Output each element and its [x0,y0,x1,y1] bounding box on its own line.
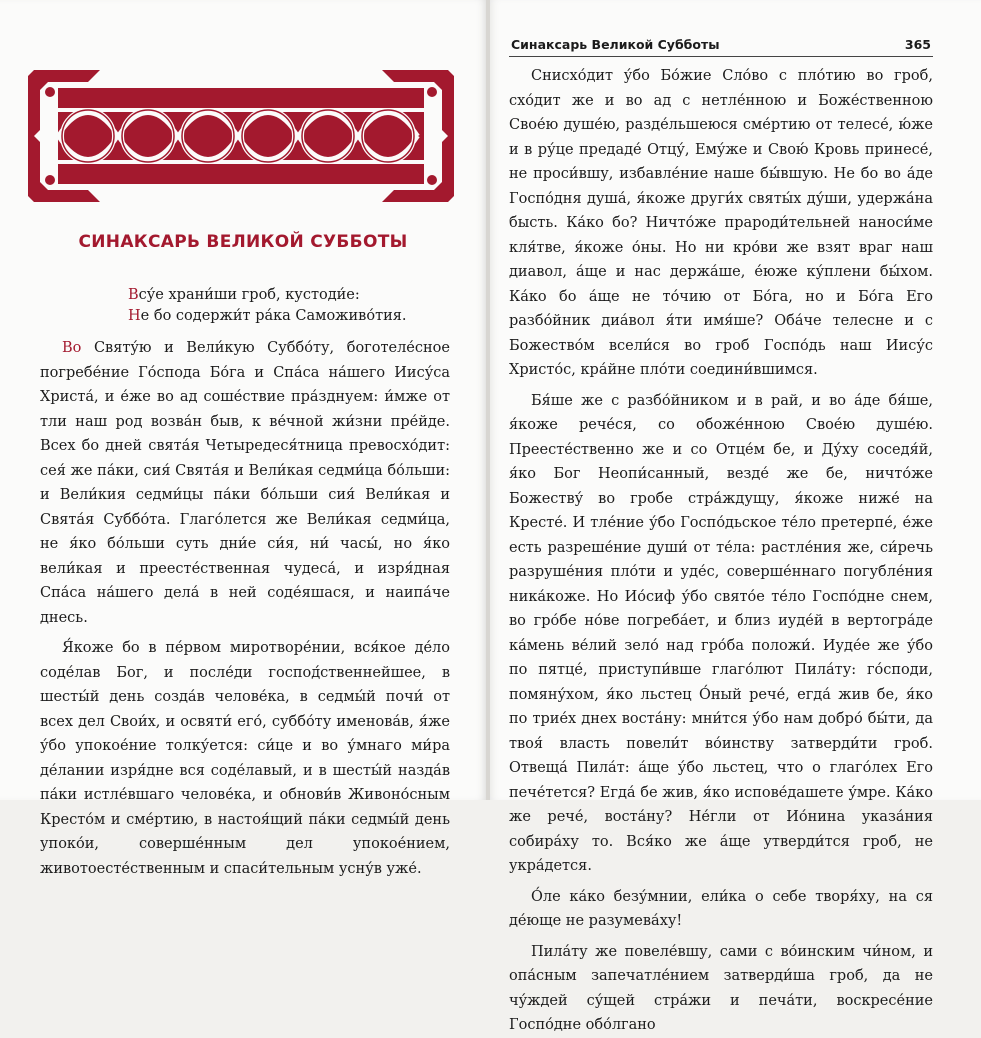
running-head-title: Синаксарь Великой Субботы [511,37,720,52]
paragraph: Снисхо́дит у́бо Бо́жие Сло́во с пло́тию во гроб, схо́дит же и во ад с нетле́нною и Боже́ственною Свое́ю душе́ю, разде́льшеюся сме́ртию от телесе́, ю́же и в ру́це предаде́ Отцу́, Ему́же и Свою́ Кровь принесе́, не проси́вшу, избавле́ние наше бы́вшую. Не бо во а́де Госпо́дня душа́, я́коже други́х святы́х ду́ши, удержа́на бысть. Ка́ко бо? Ничто́же прароди́тельней наноси́ме кля́тве, я́коже о́ны. Но ни кро́ви же взят враг наш диавол, а́ще и нас держа́ше, е́юже ку́плени бы́хом. Ка́ко бо а́ще не то́чию от Бо́га, но и Бо́га Его разбо́йник диа́вол я́ти имя́ше? Оба́че телесне и с Божество́м всели́ся во гроб Госпо́дь наш Иису́с Христо́с, кра́йне пло́ти соедини́вшимся. [509,68,933,378]
left-column-text [40,336,450,881]
page-number: 365 [904,37,931,52]
verse-initial: Н [128,308,141,324]
verse-text: е бо содержи́т ра́ка Саможиво́тия. [140,308,407,324]
verse-text: су́е храни́ши гроб, кустоди́е: [138,287,360,303]
paragraph [40,336,450,630]
verse-line [128,306,407,327]
paragraph: Бя́ше же с разбо́йником и в рай, и во а́де бя́ше, я́коже рече́ся, со обоже́нною Свое́ю душе́ю. Преесте́ственно же и со Отце́м бе, и Ду́ху соседя́й, я́ко Бог Неопи́санный, везде́ же бе, ничто́же Божеству́ во гробе стра́ждущу, я́коже ниже́ на Кресте́. И тле́ние у́бо Госпо́дьское те́ло претерпе́, е́же есть разреше́ние души́ от те́ла: растле́ния же, си́речь разруше́ния пло́ти и уде́с, соверше́ннаго погубле́ния ника́коже. Но Ио́сиф у́бо свято́е те́ло Госпо́дне снем, во гро́бе но́ве погреба́ет, и близ иуде́й в вертогра́де ка́мень ве́лий зело́ над гро́ба положи́. Иуде́е же у́бо по пятце́, приступи́вше глаго́лют Пила́ту: го́споди, помяну́хом, я́ко льстец О́ный рече́, егда́ жив бе, я́ко по трие́х днех воста́ну: мни́тся у́бо нам добро́ бы́ти, да твоя́ власть повели́т во́инству затверди́ти гроб. Отвеща́ Пила́т: а́ще у́бо льстец, что о глаго́лех Его пече́тется? Егда́ бе жив, я́ко испове́дашете у́мре. Ка́ко же рече́, воста́ну? Не́гли от Ио́нина указа́ния собира́ху то. Вся́ко же а́ще утверди́тся гроб, не укра́дется. [509,392,933,874]
paragraph: Я́коже бо в пе́рвом миротворе́нии, вся́кое де́ло соде́лав Бог, и после́ди господ́ственнейшее, в шесты́й день созда́в челове́ка, в седмы́й почи́ от всех дел Свои́х, и освяти́ его́, суббо́ту именова́в, я́же у́бо упокое́ние толку́ется: си́це и во у́мнаго ми́ра де́лании изря́дне вся соде́лавый, и в шесты́й назда́в па́ки истле́вшаго челове́ка, и обнови́в Живоно́сным Кресто́м и сме́ртию, в настоя́щий па́ки седмы́й день упоко́и, соверше́нным дел упокое́нием, животоесте́ственным и спаси́тельным усну́в уже́. [40,640,450,877]
verse-line [128,285,407,306]
verse-initial: В [128,287,139,303]
right-column-text [509,64,933,1038]
paragraph: О́ле ка́ко безу́мнии, ели́ка о себе творя́ху, на ся де́юще не разумева́ху! [509,888,933,929]
section-title: СИНАКСАРЬ ВЕЛИКОЙ СУББОТЫ [78,232,408,252]
drop-initial: Во [62,340,82,356]
interlace-headpiece-ornament [28,70,454,202]
left-page [0,0,486,877]
running-head [509,36,933,57]
paragraph-text: Святу́ю и Вели́кую Суббо́ту, боготеле́сное погребе́ние Го́спода Бо́га и Спа́са на́шего Иису́са Христа́, и е́же во ад соше́ствие пра́зднуем: и́мже от тли наш род возва́н быв, к ве́чной жи́зни пре́йде. Всех бо дней свята́я Четыредеся́тница превосхо́дит: сея́ же па́ки, сия́ Свята́я и Вели́кая седми́ца бо́льши: и Вели́кия седми́цы па́ки бо́льши сия́ Вели́кая и Свята́я Суббо́та. Глаго́лется же Вели́кая седми́ца, не я́ко бо́льши суть дни́е си́я, ни́ часы́, но я́ко вели́кая и преесте́ственная чудеса́, и изря́дная Спа́са на́шего дела́ в ней соде́яшася, и наипа́че днесь. [40,340,450,626]
paragraph: Пила́ту же повеле́вшу, сами с во́инским чи́ном, и опа́сным запечатле́нием затверди́ша гроб, да не чу́ждей су́щей стра́жи и печа́ти, воскресе́ние Госпо́дне обо́лгано [509,943,933,1033]
verse-block [128,285,407,327]
